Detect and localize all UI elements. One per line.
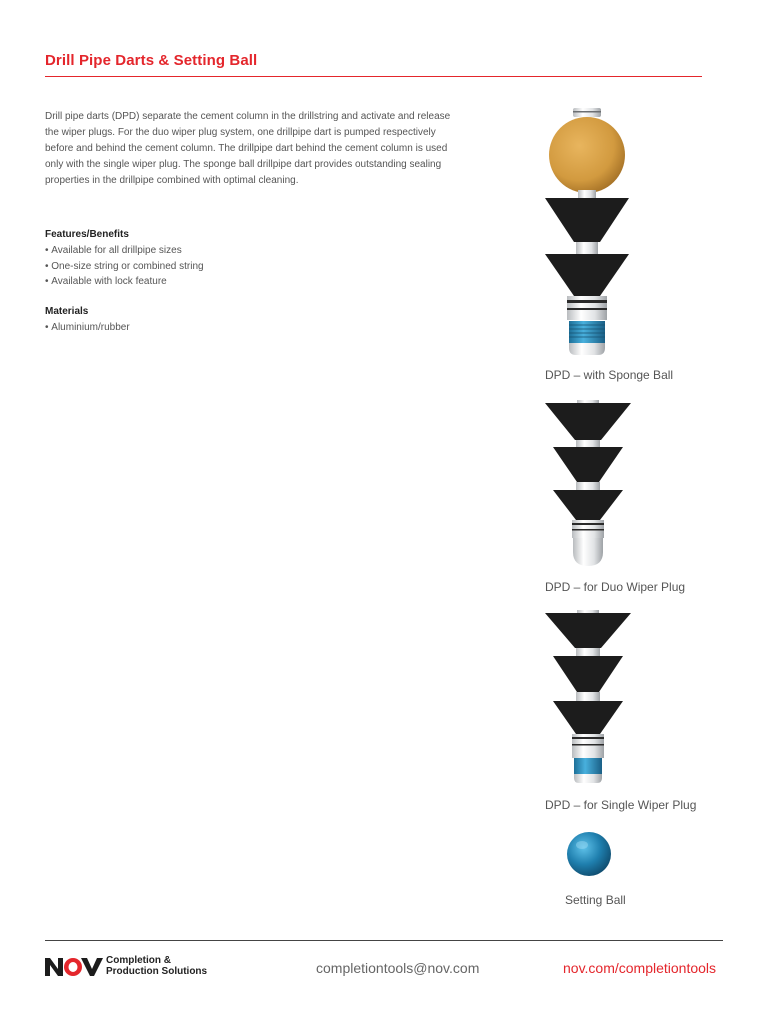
caption-dpd-sponge-ball: DPD – with Sponge Ball bbox=[545, 368, 674, 382]
company-line-1: Completion & bbox=[106, 955, 171, 966]
materials-heading: Materials bbox=[45, 306, 89, 317]
material-item: • Aluminium/rubber bbox=[45, 320, 130, 336]
caption-dpd-single-wiper-plug: DPD – for Single Wiper Plug bbox=[545, 798, 697, 812]
page-title: Drill Pipe Darts & Setting Ball bbox=[45, 52, 258, 69]
dpd-single-wiper-plug-image bbox=[543, 610, 633, 785]
features-list bbox=[45, 243, 204, 290]
setting-ball-image bbox=[565, 830, 613, 878]
dpd-duo-wiper-plug-image bbox=[543, 400, 633, 570]
footer-website-link[interactable]: nov.com/completiontools bbox=[563, 960, 717, 976]
intro-paragraph: Drill pipe darts (DPD) separate the cement column in the drillstring and activate and release the wiper plugs. For the duo wiper plug system, one drillpipe dart is pumped respectively before and behind the cement column. The drillpipe dart behind the cement column is used only with the single wiper plug. The sponge ball drillpipe dart provides outstanding sealing properties in the drillpipe combined with optimal cleaning. bbox=[45, 111, 451, 186]
caption-dpd-duo-wiper-plug: DPD – for Duo Wiper Plug bbox=[545, 580, 686, 594]
footer-email-link[interactable]: completiontools@nov.com bbox=[316, 960, 480, 976]
features-heading: Features/Benefits bbox=[45, 229, 129, 240]
feature-item: • One-size string or combined string bbox=[45, 259, 204, 275]
company-line-2: Production Solutions bbox=[106, 966, 208, 977]
feature-item: • Available with lock feature bbox=[45, 274, 204, 290]
materials-list bbox=[45, 320, 130, 336]
company-name bbox=[106, 955, 207, 977]
caption-setting-ball: Setting Ball bbox=[565, 893, 626, 907]
feature-item: • Available for all drillpipe sizes bbox=[45, 243, 204, 259]
title-divider bbox=[45, 76, 702, 77]
nov-logo bbox=[45, 956, 103, 978]
dpd-sponge-ball-image bbox=[540, 108, 634, 358]
footer-divider bbox=[45, 940, 723, 941]
